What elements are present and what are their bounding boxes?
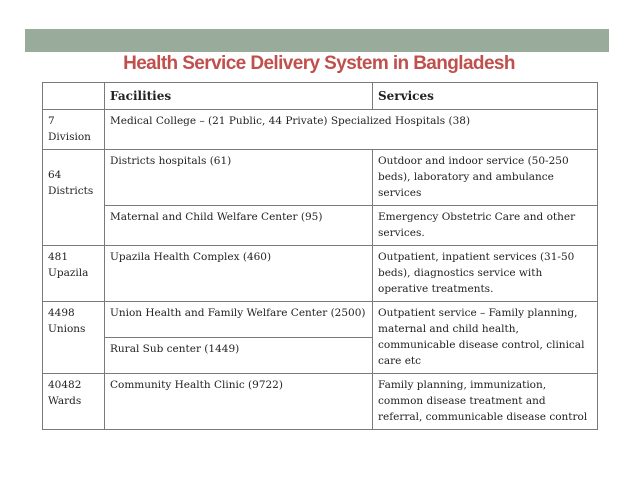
facility-cell: Medical College – (21 Public, 44 Private) Specialized Hospitals (38) bbox=[105, 110, 598, 150]
service-cell: Emergency Obstetric Care and other services. bbox=[373, 206, 598, 246]
table-row-upazila bbox=[43, 246, 598, 302]
header-level bbox=[43, 83, 105, 110]
table-row-districts-2 bbox=[43, 206, 598, 246]
slide-title: Health Service Delivery System in Bangladesh bbox=[123, 53, 515, 74]
service-cell: Outdoor and indoor service (50-250 beds), laboratory and ambulance services bbox=[373, 150, 598, 206]
health-service-table bbox=[42, 82, 598, 430]
level-cell bbox=[43, 150, 105, 246]
level-name: Wards bbox=[48, 395, 82, 407]
facility-cell: Rural Sub center (1449) bbox=[105, 338, 373, 374]
level-cell bbox=[43, 302, 105, 374]
level-name: Districts bbox=[48, 185, 94, 197]
header-facilities: Facilities bbox=[105, 83, 373, 110]
level-cell bbox=[43, 374, 105, 430]
level-count: 481 bbox=[48, 251, 69, 263]
facility-cell: Districts hospitals (61) bbox=[105, 150, 373, 206]
table-row-districts bbox=[43, 150, 598, 206]
header-bar bbox=[25, 29, 609, 52]
service-cell: Outpatient, inpatient services (31-50 beds), diagnostics service with operative treatments. bbox=[373, 246, 598, 302]
table-row-division bbox=[43, 110, 598, 150]
level-count: 64 bbox=[48, 169, 62, 181]
level-cell bbox=[43, 246, 105, 302]
service-cell: Outpatient service – Family planning, maternal and child health, communicable disease control, clinical care etc bbox=[373, 302, 598, 374]
level-cell: 7 Division bbox=[43, 110, 105, 150]
service-cell: Family planning, immunization, common disease treatment and referral, communicable disease control bbox=[373, 374, 598, 430]
level-name: Upazila bbox=[48, 267, 89, 279]
header-services: Services bbox=[373, 83, 598, 110]
level-name: Unions bbox=[48, 323, 86, 335]
table-header-row bbox=[43, 83, 598, 110]
table-row-wards bbox=[43, 374, 598, 430]
facility-cell: Union Health and Family Welfare Center (2500) bbox=[105, 302, 373, 338]
facility-cell: Upazila Health Complex (460) bbox=[105, 246, 373, 302]
facility-cell: Community Health Clinic (9722) bbox=[105, 374, 373, 430]
table-row-unions bbox=[43, 302, 598, 338]
facility-cell: Maternal and Child Welfare Center (95) bbox=[105, 206, 373, 246]
level-count: 4498 bbox=[48, 307, 75, 319]
level-count: 40482 bbox=[48, 379, 82, 391]
